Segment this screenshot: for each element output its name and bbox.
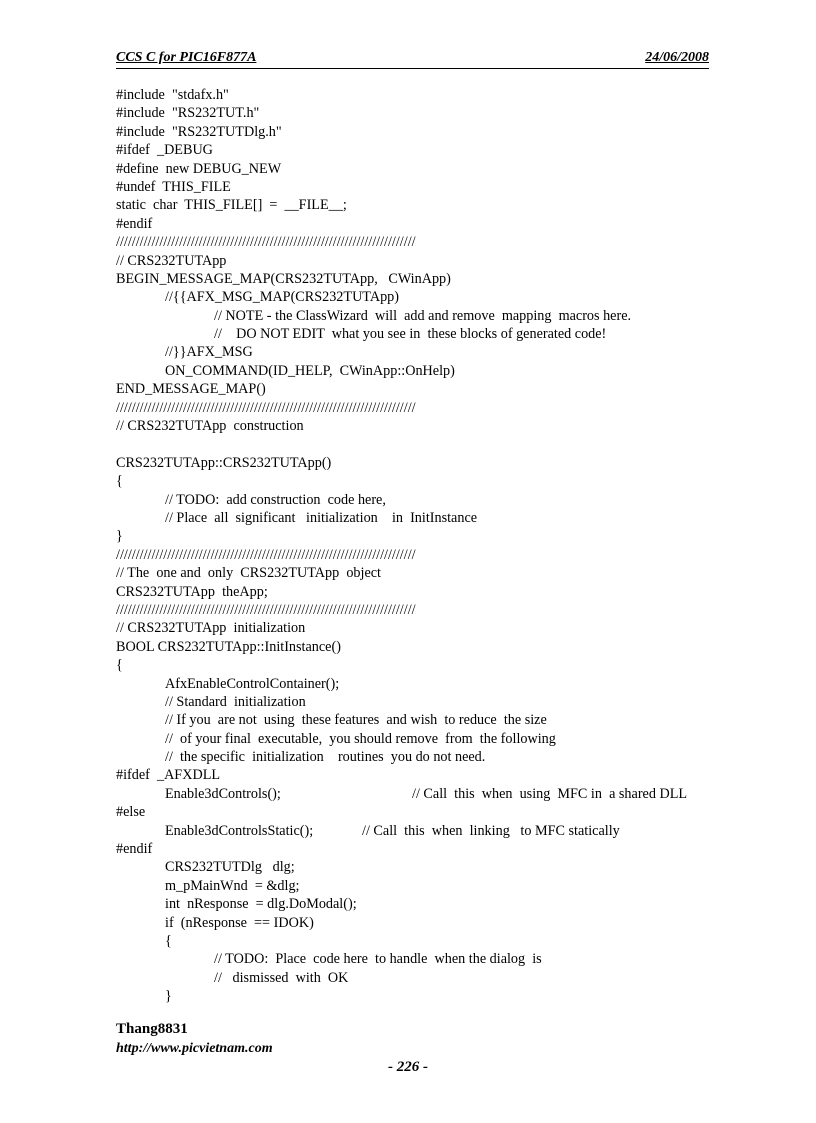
code-text: #ifdef _DEBUG: [116, 142, 213, 159]
code-text: #include "RS232TUT.h": [116, 105, 260, 122]
footer-url: http://www.picvietnam.com: [116, 1041, 273, 1056]
page-number: - 226 -: [388, 1059, 428, 1075]
code-text: {: [165, 932, 172, 949]
code-line: [116, 104, 756, 122]
code-text: Enable3dControlsStatic();: [165, 822, 314, 839]
code-line: [116, 86, 756, 104]
code-line: [116, 656, 756, 674]
code-text: {: [116, 657, 123, 674]
code-line: [116, 399, 756, 417]
code-text: ////////////////////////////////////////////////////////////////////////////: [116, 399, 416, 416]
code-text: BOOL CRS232TUTApp::InitInstance(): [116, 638, 341, 655]
code-text: // CRS232TUTApp initialization: [116, 620, 306, 637]
code-line: [116, 895, 756, 913]
code-line: [116, 527, 756, 545]
code-listing: [116, 86, 756, 1006]
code-line: [116, 343, 756, 361]
code-line: [116, 362, 756, 380]
code-line: [116, 766, 756, 784]
code-line: [116, 711, 756, 729]
code-text: static char THIS_FILE[] = __FILE__;: [116, 197, 347, 214]
footer-author: Thang8831: [116, 1021, 188, 1037]
code-line: [116, 472, 756, 490]
code-text: #endif: [116, 841, 153, 858]
code-line: [116, 178, 756, 196]
code-text: CRS232TUTApp::CRS232TUTApp(): [116, 454, 332, 471]
code-line: [116, 196, 756, 214]
code-text: // If you are not using these features and wish to reduce the size: [165, 712, 547, 729]
code-line: [116, 583, 756, 601]
document-title: CCS C for PIC16F877A: [116, 50, 257, 65]
code-line: [116, 564, 756, 582]
code-text: // of your final executable, you should remove from the following: [165, 730, 556, 747]
document-date: 24/06/2008: [645, 50, 709, 65]
code-text: // the specific initialization routines you do not need.: [165, 749, 486, 766]
code-text: #else: [116, 804, 146, 821]
code-line: [116, 233, 756, 251]
code-text: CRS232TUTDlg dlg;: [165, 859, 295, 876]
code-text: }: [165, 988, 172, 1005]
code-line: [116, 417, 756, 435]
code-line: [116, 288, 756, 306]
code-text: // TODO: Place code here to handle when the dialog is: [214, 951, 542, 968]
code-line: [116, 160, 756, 178]
code-text: //}}AFX_MSG: [165, 344, 253, 361]
code-text: // Standard initialization: [165, 693, 306, 710]
code-line: [116, 380, 756, 398]
code-line: [116, 435, 756, 453]
code-text: BEGIN_MESSAGE_MAP(CRS232TUTApp, CWinApp): [116, 270, 451, 287]
code-text: // CRS232TUTApp: [116, 252, 227, 269]
code-text: //{{AFX_MSG_MAP(CRS232TUTApp): [165, 289, 399, 306]
code-line: [116, 693, 756, 711]
code-line: [116, 252, 756, 270]
code-line: [116, 785, 756, 803]
code-text: ////////////////////////////////////////////////////////////////////////////: [116, 234, 416, 251]
code-text: #include "RS232TUTDlg.h": [116, 123, 282, 140]
code-text: // CRS232TUTApp construction: [116, 418, 304, 435]
code-text: // dismissed with OK: [214, 969, 349, 986]
code-text: ON_COMMAND(ID_HELP, CWinApp::OnHelp): [165, 362, 455, 379]
code-line: [116, 987, 756, 1005]
code-text: ////////////////////////////////////////////////////////////////////////////: [116, 546, 416, 563]
code-line: [116, 803, 756, 821]
code-line: [116, 840, 756, 858]
code-line: [116, 270, 756, 288]
code-text: // TODO: add construction code here,: [165, 491, 386, 508]
code-line: [116, 454, 756, 472]
page-header: [116, 48, 709, 69]
code-comment: // Call this when linking to MFC statically: [362, 822, 620, 839]
code-text: // DO NOT EDIT what you see in these blocks of generated code!: [214, 326, 607, 343]
code-text: #undef THIS_FILE: [116, 178, 231, 195]
code-comment: // Call this when using MFC in a shared DLL: [412, 785, 688, 802]
code-line: [116, 325, 756, 343]
code-text: Enable3dControls();: [165, 785, 281, 802]
code-text: #include "stdafx.h": [116, 87, 229, 103]
code-text: // NOTE - the ClassWizard will add and remove mapping macros here.: [214, 307, 632, 324]
code-line: [116, 546, 756, 564]
code-text: END_MESSAGE_MAP(): [116, 381, 266, 398]
code-line: [116, 491, 756, 509]
code-line: [116, 877, 756, 895]
code-text: m_pMainWnd = &dlg;: [165, 877, 300, 894]
code-text: int nResponse = dlg.DoModal();: [165, 896, 357, 913]
code-line: [116, 914, 756, 932]
code-line: [116, 730, 756, 748]
code-text: #endif: [116, 215, 153, 232]
code-line: [116, 123, 756, 141]
code-line: [116, 822, 756, 840]
code-text: // The one and only CRS232TUTApp object: [116, 565, 381, 582]
code-line: [116, 858, 756, 876]
code-line: [116, 950, 756, 968]
code-line: [116, 307, 756, 325]
code-line: [116, 619, 756, 637]
code-line: [116, 969, 756, 987]
code-text: if (nResponse == IDOK): [165, 914, 314, 931]
code-line: [116, 509, 756, 527]
code-text: AfxEnableControlContainer();: [165, 675, 340, 692]
code-line: [116, 638, 756, 656]
code-text: #define new DEBUG_NEW: [116, 160, 282, 177]
code-text: }: [116, 528, 123, 545]
code-line: [116, 748, 756, 766]
code-text: ////////////////////////////////////////////////////////////////////////////: [116, 601, 416, 618]
code-text: // Place all significant initialization in InitInstance: [165, 509, 478, 526]
code-line: [116, 141, 756, 159]
code-text: #ifdef _AFXDLL: [116, 767, 221, 784]
code-line: [116, 932, 756, 950]
code-text: CRS232TUTApp theApp;: [116, 583, 268, 600]
code-line: [116, 601, 756, 619]
code-text: {: [116, 473, 123, 490]
code-line: [116, 215, 756, 233]
code-line: [116, 675, 756, 693]
